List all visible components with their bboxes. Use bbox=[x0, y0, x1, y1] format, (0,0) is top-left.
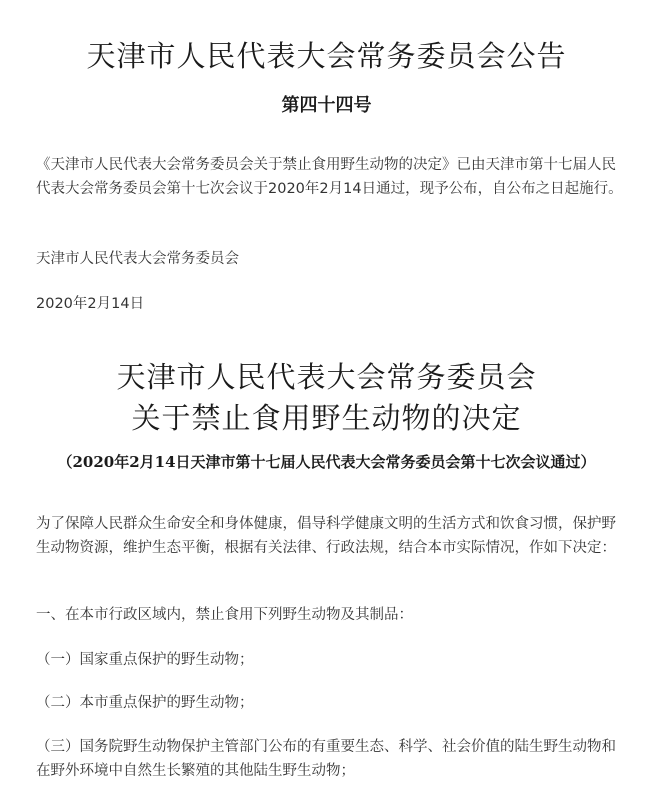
notice-number: 第四十四号 bbox=[281, 95, 372, 116]
decision-title-line1: 天津市人民代表大会常务委员会 bbox=[116, 360, 537, 394]
decision-article-1-item-2: （二）本市重点保护的野生动物； bbox=[36, 695, 254, 711]
notice-date: 2020年2月14日 bbox=[36, 296, 145, 312]
decision-intro: 为了保障人民群众生命安全和身体健康，倡导科学健康文明的生活方式和饮食习惯，保护野生动物资源，维护生态平衡，根据有关法律、行政法规，结合本市实际情况，作如下决定： bbox=[36, 516, 616, 556]
decision-article-1-item-3: （三）国务院野生动物保护主管部门公布的有重要生态、科学、社会价值的陆生野生动物和在野外环境中自然生长繁殖的其他陆生野生动物； bbox=[36, 739, 616, 779]
decision-article-1: 一、在本市行政区域内，禁止食用下列野生动物及其制品： bbox=[36, 607, 413, 623]
notice-body: 《天津市人民代表大会常务委员会关于禁止食用野生动物的决定》已由天津市第十七届人民代表大会常务委员会第十七次会议于2020年2月14日通过，现予公布，自公布之日起施行。 bbox=[36, 157, 623, 197]
decision-title-line2: 关于禁止食用野生动物的决定 bbox=[131, 401, 522, 435]
decision-passed-note: （2020年2月14日天津市第十七届人民代表大会常务委员会第十七次会议通过） bbox=[57, 453, 596, 471]
notice-issuer: 天津市人民代表大会常务委员会 bbox=[36, 251, 239, 267]
decision-article-1-item-1: （一）国家重点保护的野生动物； bbox=[36, 652, 254, 668]
notice-title: 天津市人民代表大会常务委员会公告 bbox=[86, 39, 567, 73]
